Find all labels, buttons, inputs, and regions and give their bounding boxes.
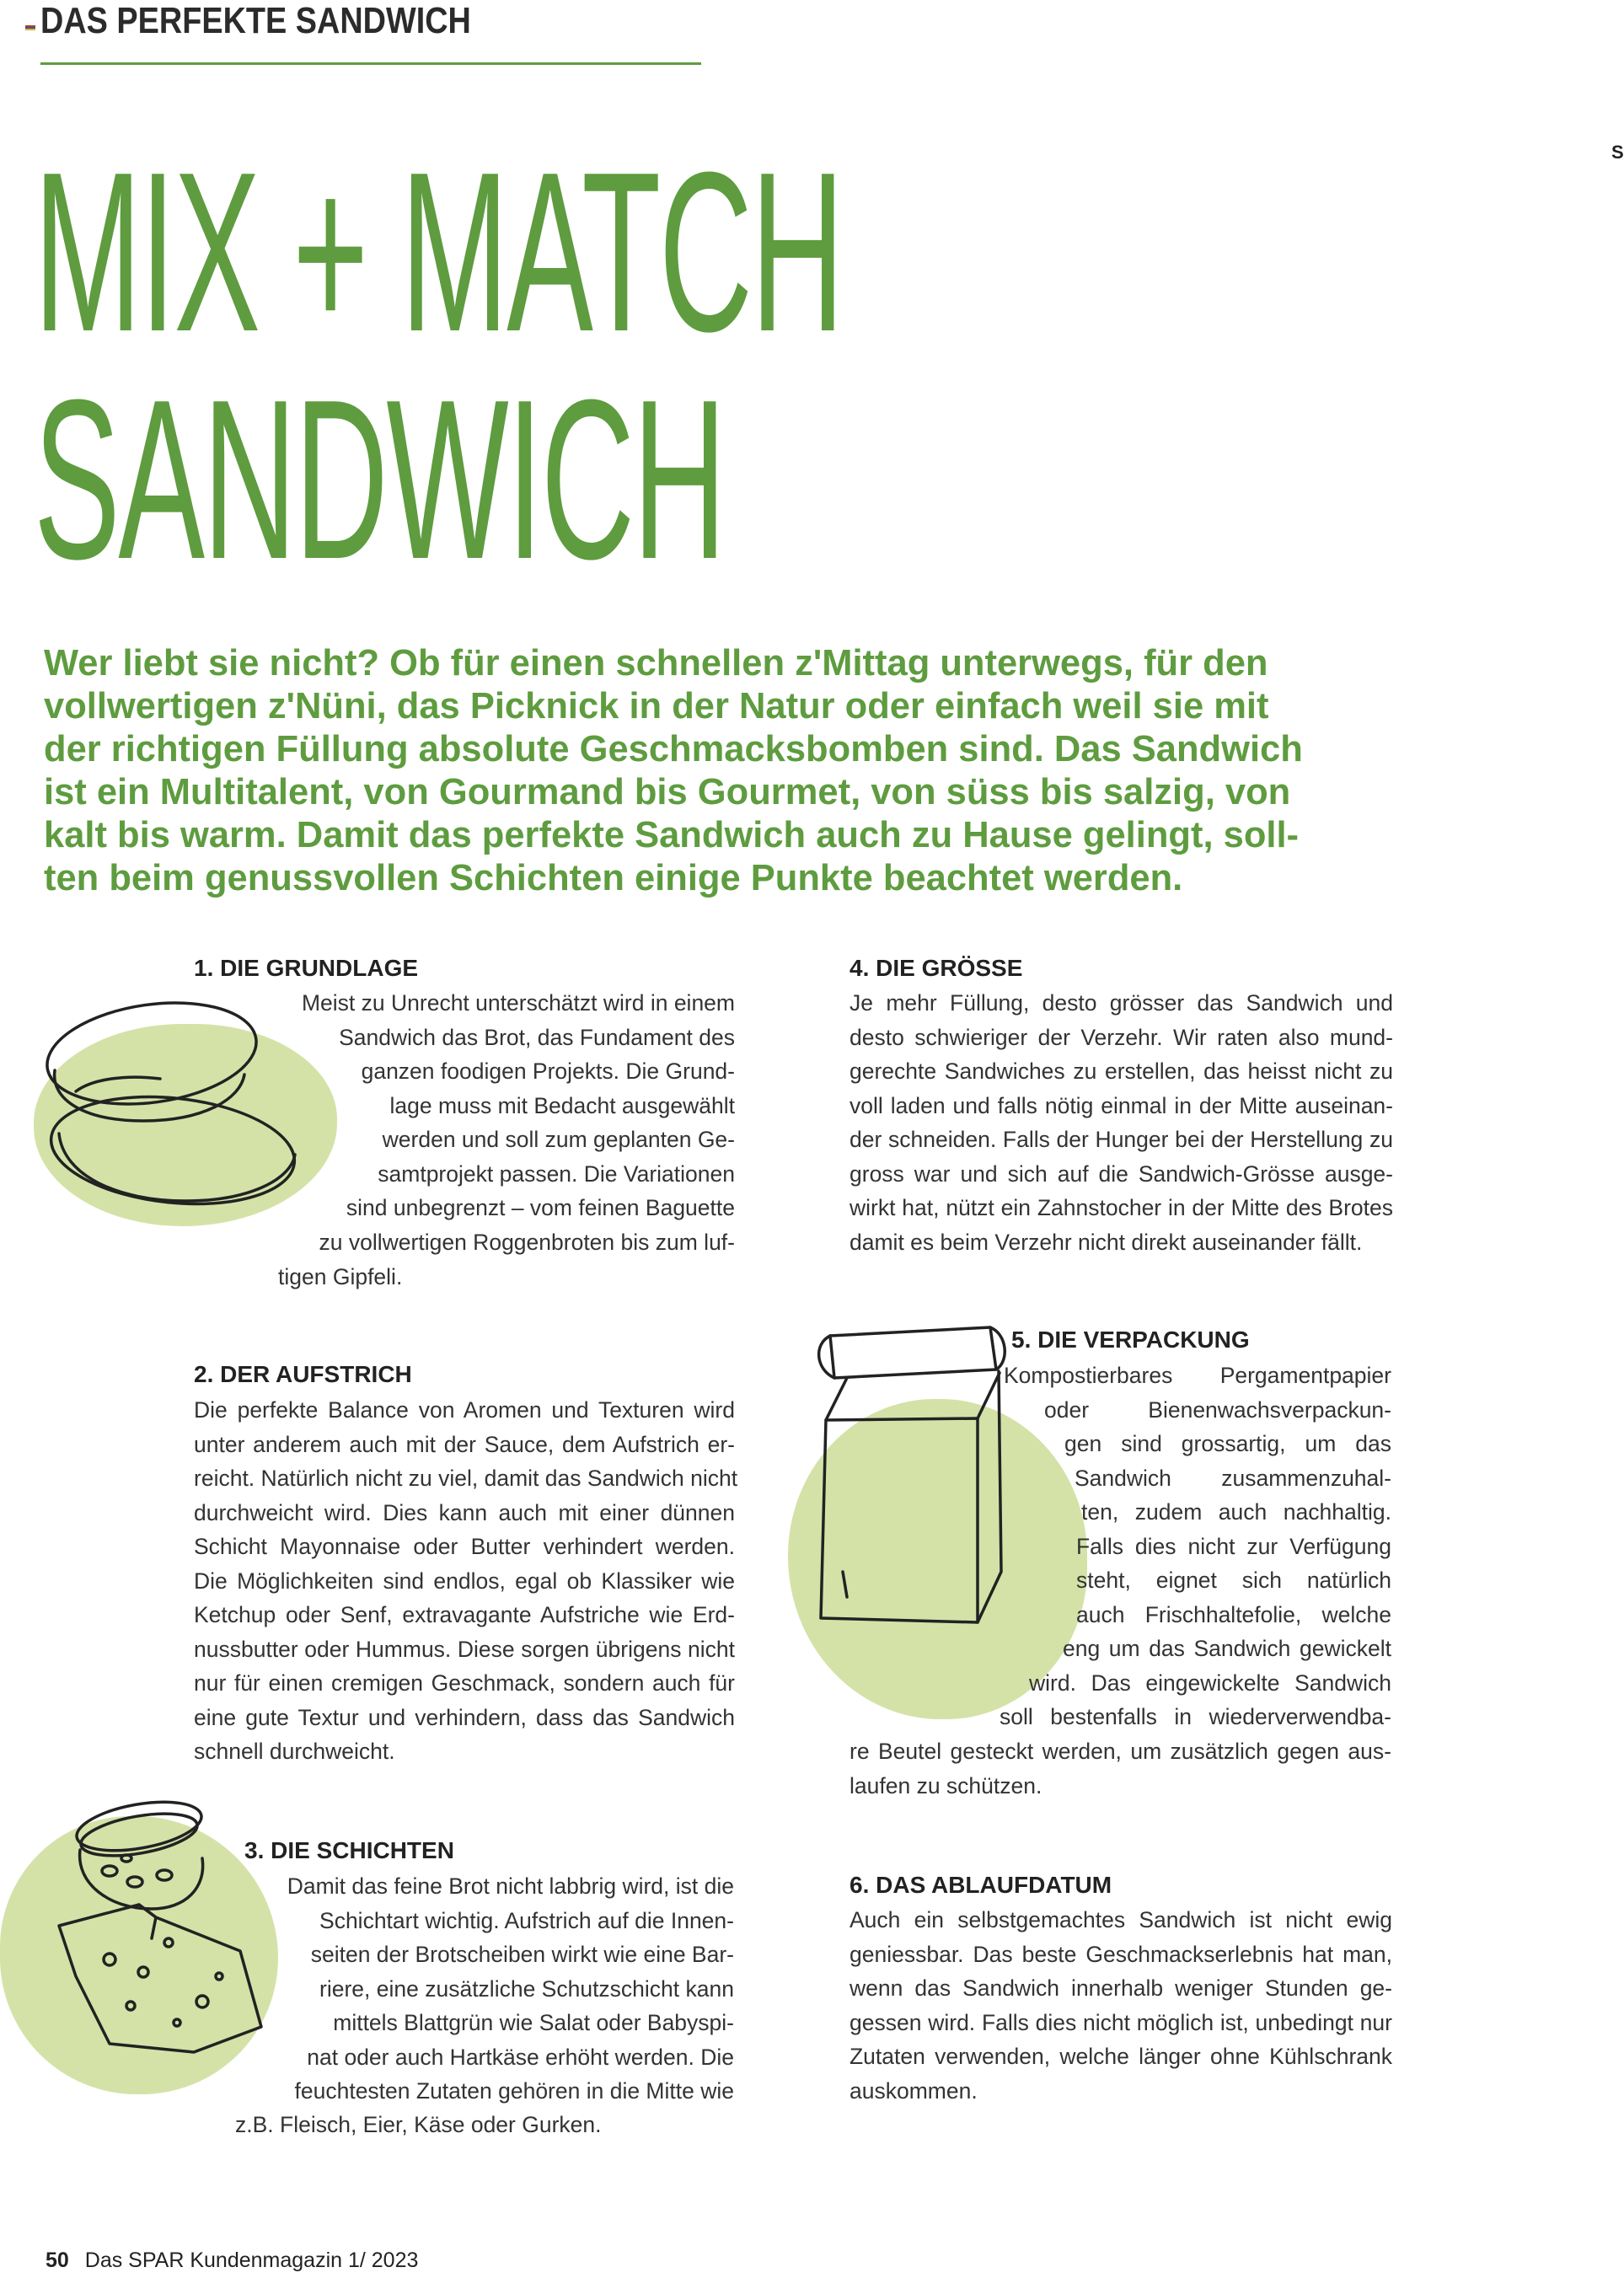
intro-line: ist ein Multitalent, von Gourmand bis Gourmet, von süss bis salzig, von (44, 772, 1291, 812)
text-line: der schneiden. Falls der Hunger bei der Herstellung zu (850, 1127, 1393, 1152)
page-title-line-2: SANDWICH (34, 353, 725, 607)
intro-line: vollwertigen z'Nüni, das Picknick in der Natur oder einfach weil sie mit (44, 686, 1269, 726)
section-text (850, 986, 1393, 1259)
text-line: gessen wird. Falls dies nicht möglich ist, unbedingt nur (850, 2009, 1392, 2035)
text-line: Auch ein selbstgemachtes Sandwich ist nicht ewig (850, 1907, 1392, 1932)
intro-line: kalt bis warm. Damit das perfekte Sandwich auch zu Hause gelingt, soll- (44, 815, 1300, 855)
text-line: wenn das Sandwich innerhalb weniger Stunden ge- (850, 1975, 1392, 2001)
text-line: steht, eignet sich natürlich (1076, 1568, 1391, 1593)
paper-bag-icon (809, 1319, 1011, 1639)
text-line: mittels Blattgrün wie Salat oder Babyspi- (333, 2010, 734, 2035)
section-text (194, 1393, 738, 1769)
section-heading: 5. DIE VERPACKUNG (1011, 1327, 1250, 1353)
section-text (850, 1903, 1392, 2108)
section-kicker: DAS PERFEKTE SANDWICH (40, 0, 471, 41)
text-line: Zutaten verwenden, welche länger ohne Kühlschrank (850, 2044, 1392, 2069)
intro-line: der richtigen Füllung absolute Geschmacksbomben sind. Das Sandwich (44, 729, 1303, 769)
text-line: reicht. Natürlich nicht zu viel, damit das Sandwich nicht (194, 1466, 738, 1491)
text-line: nat oder auch Hartkäse erhöht werden. Die (307, 2044, 734, 2070)
text-line: Die Möglichkeiten sind endlos, egal ob Klassiker wie (194, 1568, 735, 1594)
text-line: Falls dies nicht zur Verfügung (1076, 1533, 1391, 1559)
text-line: oder Bienenwachsverpackun- (1044, 1396, 1391, 1423)
text-line: lage muss mit Bedacht ausgewählt (389, 1092, 735, 1118)
section-heading: 2. DER AUFSTRICH (194, 1361, 412, 1387)
text-line: zu vollwertigen Roggenbroten bis zum luf- (319, 1229, 735, 1255)
text-line: werden und soll zum geplanten Ge- (382, 1127, 735, 1152)
text-line: wirkt hat, nützt ein Zahnstocher in der Mitte des Brotes (850, 1195, 1393, 1220)
section-text (212, 1869, 734, 2109)
text-line: Damit das feine Brot nicht labbrig wird, ist die (287, 1873, 734, 1899)
text-line: re Beutel gesteckt werden, um zusätzlich gegen aus- (850, 1739, 1391, 1764)
text-line: Sandwich zusammenzuhal- (1075, 1465, 1391, 1491)
text-line: sind unbegrenzt – vom feinen Baguette (346, 1195, 735, 1220)
page-title-line-1: MIX + MATCH (34, 126, 843, 379)
text-line: soll bestenfalls in wiederverwendba- (1000, 1704, 1391, 1729)
text-line: nussbutter oder Hummus. Diese sorgen übrigens nicht (194, 1636, 735, 1662)
text-line: unter anderem auch mit der Sauce, dem Aufstrich er- (194, 1431, 735, 1457)
text-line: tigen Gipfeli. (278, 1264, 403, 1289)
text-line: seiten der Brotscheiben wirkt wie eine Bar- (310, 1942, 734, 1967)
intro-paragraph (44, 642, 1375, 900)
header-rule (40, 62, 701, 65)
text-line: durchweicht wird. Dies kann auch mit einer dünnen (194, 1499, 735, 1525)
text-line: Schichtart wichtig. Aufstrich auf die Innen- (319, 1907, 734, 1933)
text-line: gross war und sich auf die Sandwich-Grösse ausge- (850, 1160, 1393, 1187)
text-line: geniessbar. Das beste Geschmackserlebnis hat man, (850, 1941, 1392, 1967)
page-footer (46, 2249, 418, 2273)
text-line: eine gute Textur und verhindern, dass das Sandwich (194, 1704, 735, 1730)
text-line: auskommen. (850, 2077, 978, 2104)
section-heading: 1. DIE GRUNDLAGE (194, 955, 419, 981)
magazine-name: Das SPAR Kundenmagazin 1/ 2023 (84, 2249, 419, 2272)
text-line: laufen zu schützen. (850, 1772, 1042, 1798)
text-line: feuchtesten Zutaten gehören in die Mitte wie (294, 2078, 734, 2104)
text-line: ganzen foodigen Projekts. Die Grund- (361, 1059, 735, 1084)
text-line: wird. Das eingewickelte Sandwich (1029, 1670, 1391, 1696)
text-line: Sandwich das Brot, das Fundament des (339, 1024, 735, 1050)
section-text-tail (850, 1734, 1391, 1803)
kicker-flag-icon (25, 25, 35, 30)
intro-line: ten beim genussvollen Schichten einige Punkte beachtet werden. (44, 858, 1183, 898)
intro-line: Wer liebt sie nicht? Ob für einen schnellen z'Mittag unterwegs, für den (44, 643, 1268, 683)
text-line: gen sind grossartig, um das (1064, 1431, 1391, 1456)
section-heading: 6. DAS ABLAUFDATUM (850, 1872, 1112, 1898)
text-line: desto schwieriger der Verzehr. Wir raten also mund- (850, 1024, 1393, 1050)
text-line: Je mehr Füllung, desto grösser das Sandwich und (850, 990, 1393, 1016)
text-line: damit es beim Verzehr nicht direkt auseinander fällt. (850, 1229, 1363, 1255)
text-line: schnell durchweicht. (194, 1739, 395, 1764)
text-line: Ketchup oder Senf, extravagante Aufstriche wie Erd- (194, 1602, 735, 1627)
text-line: nur für einen cremigen Geschmack, sondern auch für (194, 1670, 735, 1696)
page-edge-letter: S (1611, 142, 1624, 163)
text-line: voll laden und falls nötig einmal in der Mitte auseinan- (850, 1092, 1393, 1118)
section-text (145, 986, 735, 1259)
text-line: samtprojekt passen. Die Variationen (378, 1160, 735, 1187)
text-line: gerechte Sandwiches zu erstellen, das heisst nicht zu (850, 1059, 1393, 1084)
text-line: Kompostierbares Pergamentpapier (1004, 1363, 1391, 1388)
text-line: eng um das Sandwich gewickelt (1063, 1636, 1391, 1661)
page-number: 50 (46, 2249, 69, 2272)
text-line: Schicht Mayonnaise oder Butter verhindert werden. (194, 1534, 735, 1559)
text-line: auch Frischhaltefolie, welche (1076, 1601, 1391, 1627)
section-text (1000, 1359, 1391, 1734)
text-line: Die perfekte Balance von Aromen und Texturen wird (194, 1397, 735, 1423)
text-line: z.B. Fleisch, Eier, Käse oder Gurken. (235, 2112, 602, 2137)
text-line: riere, eine zusätzliche Schutzschicht kann (319, 1975, 734, 2002)
text-line: ten, zudem auch nachhaltig. (1081, 1499, 1391, 1525)
text-line: Meist zu Unrecht unterschätzt wird in einem (301, 990, 735, 1016)
section-heading: 3. DIE SCHICHTEN (244, 1837, 454, 1863)
section-heading: 4. DIE GRÖSSE (850, 955, 1023, 981)
